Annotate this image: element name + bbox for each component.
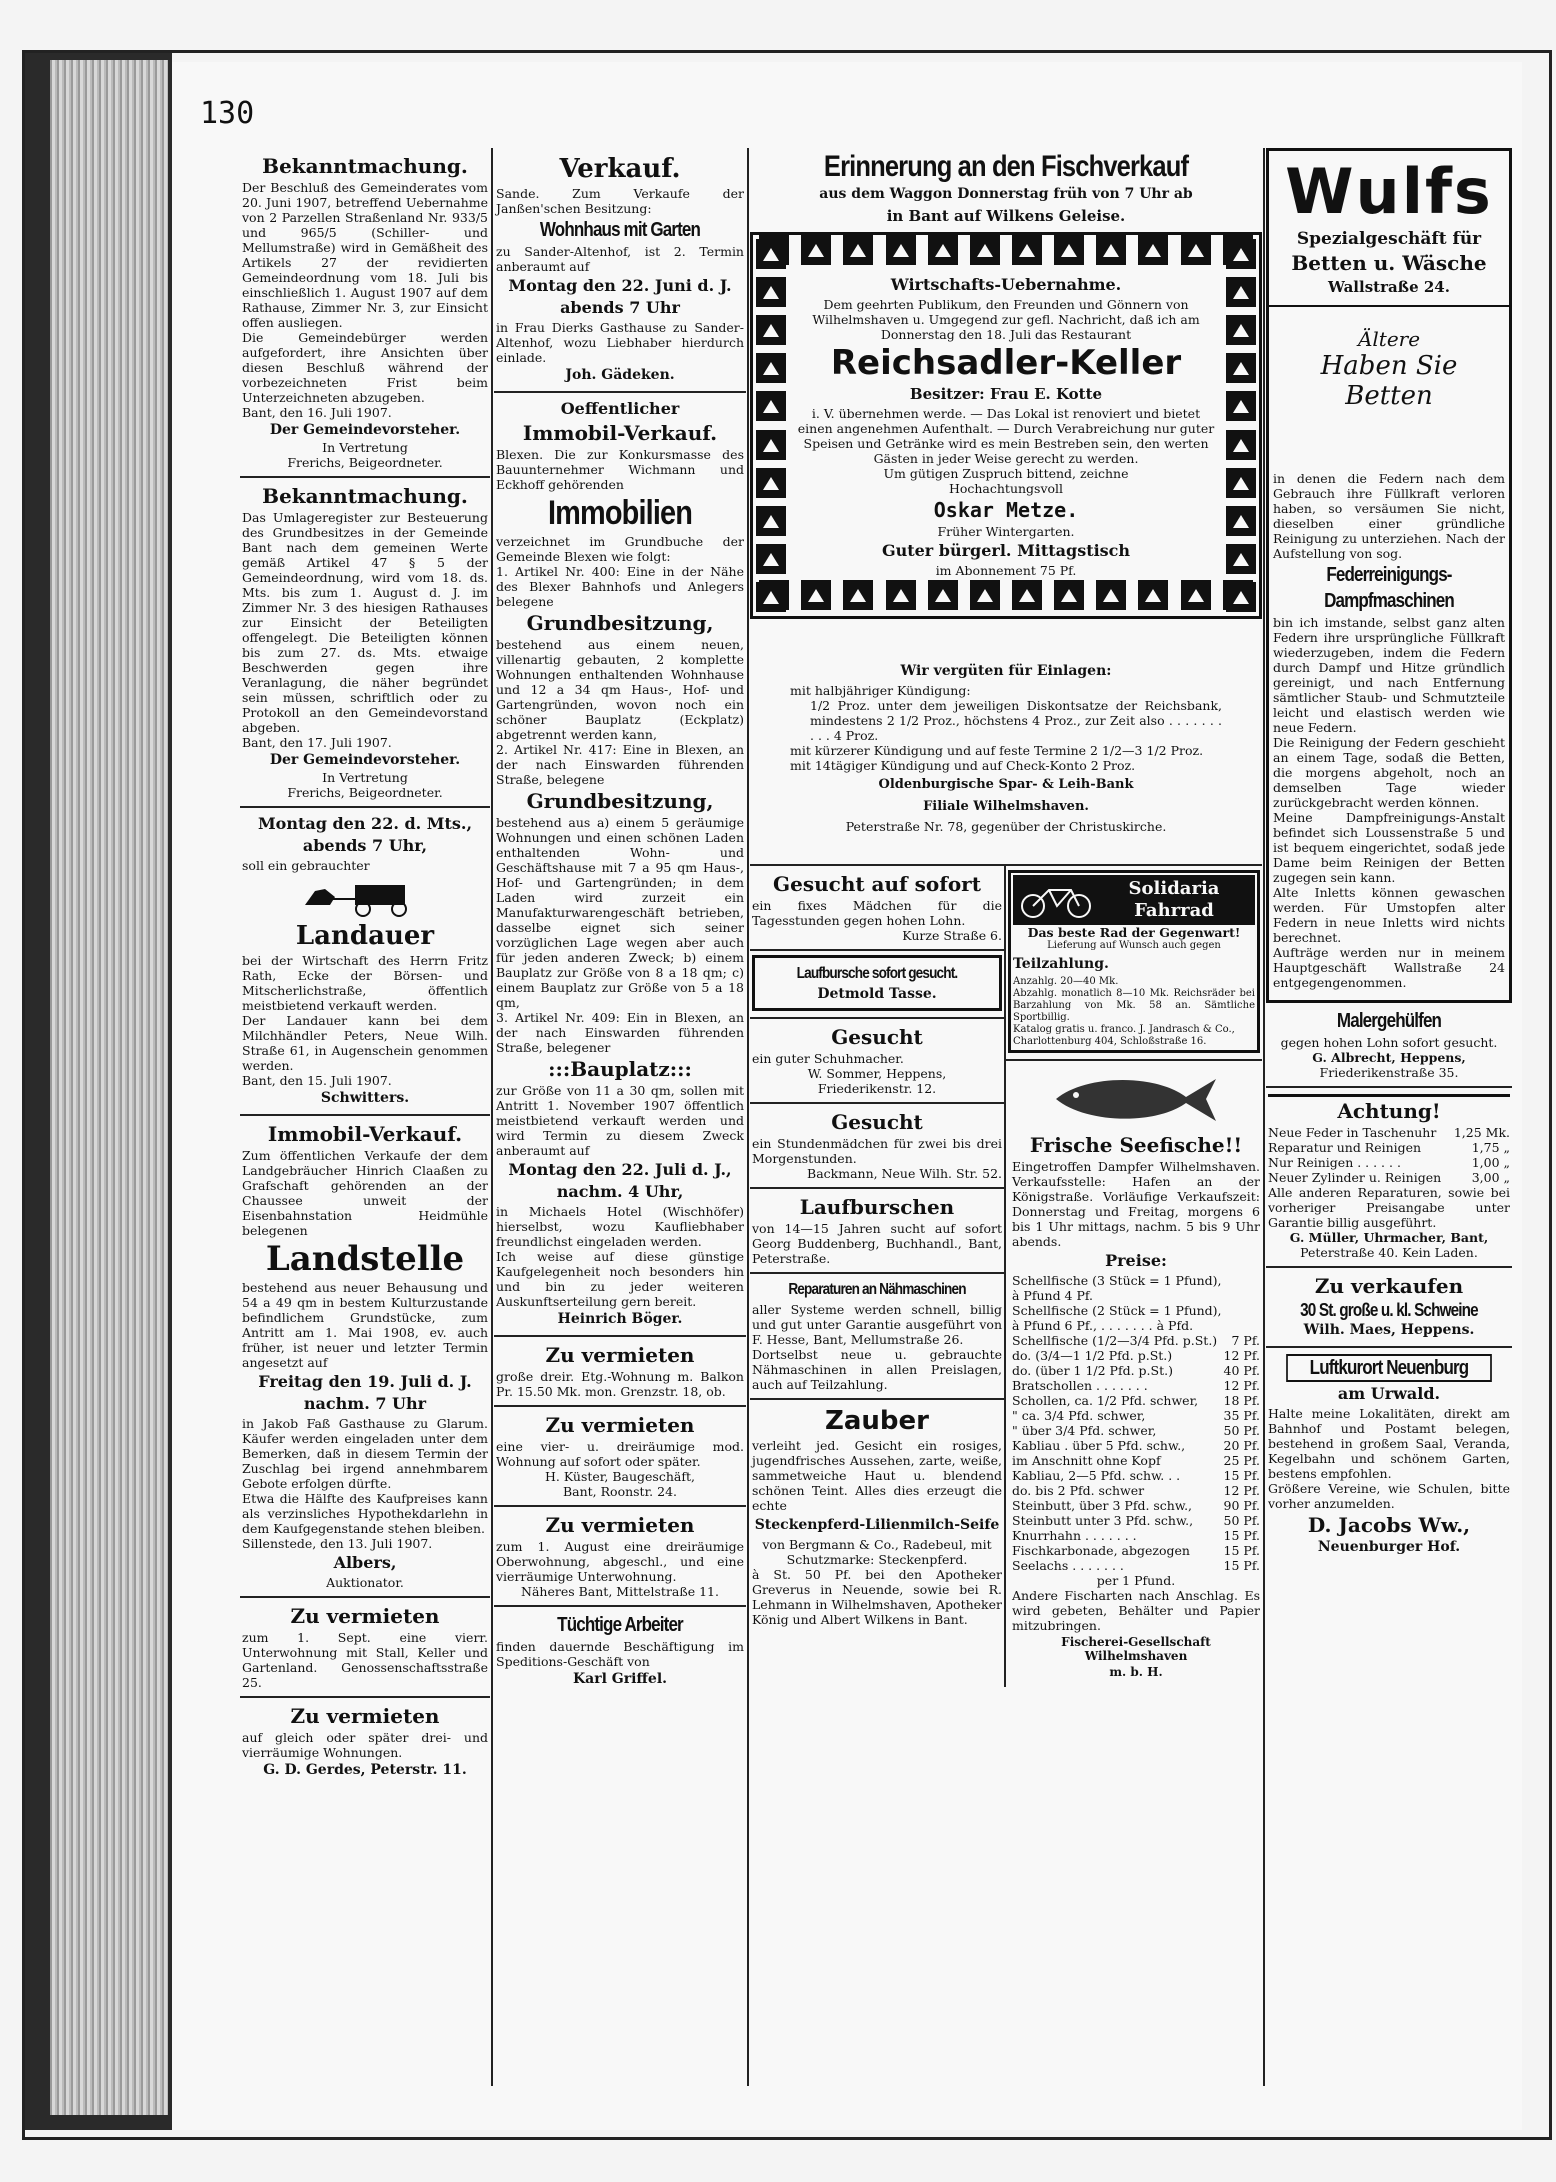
ad-time: abends 7 Uhr (560, 298, 680, 317)
ad-title: Zu vermieten (545, 1343, 695, 1367)
workers-wanted-ad (494, 1607, 746, 1695)
ad-tagline: Das beste Rad der Gegenwart! (1027, 925, 1241, 940)
wanted-ad (750, 1019, 1004, 1104)
fish-illustration (1046, 1069, 1226, 1129)
wanted-ad (750, 1189, 1004, 1274)
column-rule (1263, 148, 1265, 2086)
price-value: 15 Pf. (1223, 1543, 1260, 1558)
ad-body: finden dauernde Beschäftigung im Speditions-Geschäft von (496, 1639, 744, 1669)
price-item: Bratschollen . . . . . . . (1012, 1378, 1148, 1393)
price-row (1268, 1170, 1510, 1185)
border-ornament-top (753, 235, 1259, 271)
price-item: Neue Feder in Taschenuhr (1268, 1125, 1437, 1140)
ad-body: Charlottenburg 404, Schloßstraße 16. (1013, 1036, 1207, 1047)
price-item: Nur Reinigen . . . . . . (1268, 1155, 1401, 1170)
ad-subheading: Guter bürgerl. Mittagstisch (881, 541, 1131, 560)
ad-title: Immobil-Verkauf. (522, 421, 718, 445)
price-item: do. (über 1 1/2 Pfd. p.St.) (1012, 1363, 1173, 1378)
price-row (1012, 1348, 1260, 1363)
lower-left-column (750, 866, 1006, 1687)
price-item: Neuer Zylinder u. Reinigen (1268, 1170, 1442, 1185)
price-value: 7 Pf. (1231, 1333, 1260, 1348)
seafood-ad (1006, 1061, 1262, 1687)
ad-date: Sillenstede, den 13. Juli 1907. (242, 1536, 433, 1551)
rental-ad (494, 1407, 746, 1507)
announcement-1 (240, 148, 490, 478)
ad-headline: 30 St. große u. kl. Schweine (1300, 1300, 1478, 1320)
ad-signature: G. D. Gerdes, Peterstr. 11. (263, 1762, 467, 1778)
ad-date-heading: Montag den 22. d. Mts., (257, 814, 473, 833)
ad-body: Andere Fischarten nach Anschlag. Es wird gebeten, Behälter und Papier mitzubringen. (1012, 1588, 1260, 1633)
ad-body: Ich weise auf diese günstige Kaufgelegenheit noch besonders hin und bin zu jeder weiteren Auskunftserteilung gern bereit. (496, 1249, 744, 1309)
ad-date: Bant, den 17. Juli 1907. (242, 735, 392, 750)
ad-signature-line: Filiale Wilhelmshaven. (923, 799, 1089, 814)
ad-body: Teilzahlung. (1013, 956, 1109, 972)
ad-signature: Der Gemeindevorsteher. (269, 422, 461, 438)
lower-right-column (1006, 866, 1262, 1687)
price-row (1012, 1318, 1260, 1333)
painter-wanted-ad (1266, 1003, 1512, 1088)
ad-subheading: Grundbesitzung, (526, 789, 714, 813)
price-row (1012, 1333, 1260, 1348)
ad-title: Bekanntmachung. (262, 484, 468, 508)
ad-body: Alle anderen Reparaturen, sowie bei vorheriger Preisangabe unter Garantie billig ausgeführt. (1268, 1185, 1510, 1230)
price-item: Steinbutt, über 3 Pfd. schw., (1012, 1498, 1193, 1513)
price-item: Schollen, ca. 1/2 Pfd. schwer, (1012, 1393, 1199, 1408)
ad-title: Immobil-Verkauf. (267, 1122, 463, 1146)
ad-signature: Schwitters. (320, 1090, 410, 1106)
ad-signature-line: Friederikenstr. 12. (817, 1081, 937, 1096)
ad-date: Bant, den 15. Juli 1907. (242, 1073, 392, 1088)
ad-body: auf gleich oder später drei- und vierräumige Wohnungen. (242, 1730, 488, 1760)
ad-title: Luftkurort Neuenburg (1286, 1354, 1492, 1382)
announcement-2 (240, 478, 490, 808)
ad-body: à St. 50 Pf. bei den Apotheker Greverus in Neuende, sowie bei R. Lehmann in Wilhelmshaven, Apotheker König und Albert Wilkens in Bant. (752, 1567, 1002, 1627)
ad-body: Etwa die Hälfte des Kaufpreises kann als verzinsliches Hypothekdarlehn in dem Kaufgegenstande stehen bleiben. (242, 1491, 488, 1536)
price-row (1012, 1483, 1260, 1498)
soap-ad (750, 1400, 1004, 1633)
price-row (1012, 1513, 1260, 1528)
ad-title: Zu vermieten (545, 1513, 695, 1537)
price-value: 15 Pf. (1223, 1528, 1260, 1543)
price-value: 50 Pf. (1223, 1513, 1260, 1528)
price-row (1012, 1363, 1260, 1378)
ad-signature-line: In Vertretung (322, 440, 408, 455)
ad-headline: Reichsadler-Keller (830, 343, 1182, 383)
ad-signature: Fischerei-Gesellschaft Wilhelmshaven (1061, 1635, 1211, 1663)
ad-title: Malergehülfen (1336, 1010, 1442, 1032)
price-row (1268, 1140, 1510, 1155)
price-list (1268, 1125, 1510, 1185)
landauer-ad (240, 808, 490, 1116)
price-item: Schellfische (1/2—3/4 Pfd. p.St.) (1012, 1333, 1218, 1348)
column-rule (491, 148, 493, 2086)
ad-body: bin ich imstande, selbst ganz alten Federn ihre ursprüngliche Füllkraft wiederzugeben, indem die Federn durch Dampf und Hitze gründlich gereinigt, und nach Entfernung sämtlicher Staub- und Schmutzteile leicht und elastisch werden wie neue Federn. (1273, 615, 1505, 735)
price-value: 50 Pf. (1223, 1423, 1260, 1438)
ad-body: Dem geehrten Publikum, den Freunden und Gönnern von Wilhelmshaven u. Umgegend zur gefl. Nachricht, daß ich am Donnerstag den 18. Juli das Restaurant (812, 297, 1200, 342)
price-row (1012, 1303, 1260, 1318)
border-ornament-left (753, 235, 789, 616)
price-row (1012, 1498, 1260, 1513)
ad-body: ein Stundenmädchen für zwei bis drei Morgenstunden. (752, 1136, 1002, 1166)
ad-title: Verkauf. (559, 154, 681, 184)
rental-ad (240, 1598, 490, 1698)
price-item: Kabliau . über 5 Pfd. schw., (1012, 1438, 1186, 1453)
price-row (1012, 1438, 1260, 1453)
spacer (1273, 411, 1505, 471)
ad-body: bestehend aus einem neuen, villenartig gebauten, 2 komplette Wohnungen enthaltenden Wohnhause und 12 a 34 qm Haus-, Hof- und Gartengründen, wovon noch ein schöner Bauplatz (Eckplatz) abgetrennt werden kann, (496, 637, 744, 742)
ad-title: Oeffentlicher (560, 399, 680, 418)
ad-address: Peterstraße Nr. 78, gegenüber der Christuskirche. (845, 819, 1167, 834)
ad-body: ein fixes Mädchen für die Tagesstunden gegen hohen Lohn. (752, 898, 1002, 928)
wulfs-ad (1266, 148, 1512, 1003)
ad-signature: Näheres Bant, Mittelstraße 11. (521, 1584, 719, 1599)
ad-body: Eingetroffen Dampfer Wilhelmshaven. Verkaufsstelle: Hafen an der Königstraße. Vorläufige Verkaufszeit: Donnerstag und Freitag, morgens 6 bis 1 Uhr mittags, nachm. 5 bis 9 Uhr abends. (1012, 1159, 1260, 1249)
ad-body: Das Umlageregister zur Besteuerung des Grundbesitzes in der Gemeinde Bant nach dem gemeinen Werte gemäß Artikel 47 § 5 der Gemeindeordnung, wird vom 18. ds. Mts. bis zum 1. August d. J. im Zimmer Nr. 3 des hiesigen Rathauses zur Einsicht der Beteiligten offengelegt. Die Beteiligten können bis zum 27. ds. Mts. etwaige Beschwerden gegen ihre Veranlagung, die näher begründet sein müssen, schriftlich oder zu Protokoll an den Gemeindevorstand abgeben. (242, 510, 488, 735)
ad-time: abends 7 Uhr, (302, 836, 428, 855)
column-2 (494, 148, 746, 2086)
ad-body: Aufträge werden nur in meinem Hauptgeschäft Wallstraße 24 entgegengenommen. (1273, 945, 1505, 990)
price-row (1012, 1378, 1260, 1393)
ad-body: mit halbjähriger Kündigung: (790, 683, 971, 698)
ad-body: Halte meine Lokalitäten, direkt am Bahnhof und Postamt belegen, bestehend in großem Saal, Veranda, Kegelbahn und schönem Garten, bestens empfohlen. (1268, 1406, 1510, 1481)
ad-body: verzeichnet im Grundbuche der Gemeinde Blexen wie folgt: (496, 534, 744, 564)
ad-body: Der Beschluß des Gemeinderates vom 20. Juni 1907, betreffend Uebernahme von 2 Parzellen Straßenland Nr. 933/5 und 965/5 (Schiller- und Mellumstraße) wird in Gemäßheit des Artikels 27 der revidierten Gemeindeordnung vom 18. Juli bis einschließlich 1. August 1907 auf dem Rathause, Zimmer Nr. 3, zur Einsicht offen ausliegen. (242, 180, 488, 330)
carriage-illustration (295, 877, 435, 917)
ad-body: Größere Vereine, wie Schulen, bitte vorher anzumelden. (1268, 1481, 1510, 1511)
price-list (1012, 1273, 1260, 1573)
ad-signature-line: Frerichs, Beigeordneter. (287, 455, 443, 470)
ad-body: von Bergmann & Co., Radebeul, mit Schutzmarke: Steckenpferd. (762, 1537, 992, 1567)
price-row (1268, 1155, 1510, 1170)
ad-signature: G. Müller, Uhrmacher, Bant, (1289, 1230, 1489, 1245)
price-value: 25 Pf. (1223, 1453, 1260, 1468)
price-value: 90 Pf. (1223, 1498, 1260, 1513)
price-value: 3,00 „ (1471, 1170, 1510, 1185)
price-value: 40 Pf. (1223, 1363, 1260, 1378)
ad-body: Abzahlg. monatlich 8—10 Mk. Reichsräder bei Barzahlung von Mk. 58 an. Sämtliche Sportbillig. (1013, 988, 1255, 1023)
ad-signature-line: Bant, Roonstr. 24. (562, 1484, 678, 1499)
price-item: Knurrhahn . . . . . . . (1012, 1528, 1137, 1543)
ad-body: 2. Artikel Nr. 417: Eine in Blexen, an der nach Einswarden führenden Straße, belegene (496, 742, 744, 787)
ad-body: in denen die Federn nach dem Gebrauch ihre Füllkraft verloren haben, so versäumen Sie nicht, dieselben einer gründliche Reinigung zu unterziehen. Nach der Aufstellung von sog. (1273, 471, 1505, 561)
ad-subheading: :::Bauplatz::: (548, 1057, 692, 1081)
price-item: do. bis 2 Pfd. schwer (1012, 1483, 1145, 1498)
ad-body: mit 14tägiger Kündigung und auf Check-Konto 2 Proz. (790, 758, 1136, 773)
price-row (1268, 1125, 1510, 1140)
ad-signature: W. Sommer, Heppens, (807, 1066, 947, 1081)
ad-body: aller Systeme werden schnell, billig und gut unter Garantie ausgeführt von F. Hesse, Bant, Mellumstraße 26. (752, 1302, 1002, 1347)
price-value: 35 Pf. (1223, 1408, 1260, 1423)
ad-subheading: aus dem Waggon Donnerstag früh von 7 Uhr ab (819, 186, 1193, 202)
ad-owner: Besitzer: Frau E. Kotte (909, 385, 1103, 403)
page-number: 130 (200, 96, 255, 131)
ad-subheading: in Bant auf Wilkens Geleise. (886, 207, 1126, 225)
ad-title: Fahrrad (1134, 900, 1214, 921)
ad-body: gegen hohen Lohn sofort gesucht. (1280, 1035, 1498, 1050)
feather-cleaning-ad (1269, 305, 1509, 994)
ad-title: Solidaria (1128, 878, 1220, 899)
price-item: do. (3/4—1 1/2 Pfd. p.St.) (1012, 1348, 1173, 1363)
rental-ad (240, 1698, 490, 1786)
ad-body: bestehend aus neuer Behausung und 54 a 49 qm in bestem Kulturzustande befindlichem Grundstücke, zum Antritt am 1. Mai 1908, ev. auch früher, ist neuer und letzter Termin angesetzt auf (242, 1280, 488, 1370)
ad-title: Bekanntmachung. (262, 154, 468, 178)
ad-body: Die Gemeindebürger werden aufgefordert, ihre Ansichten über diesen Beschluß während der vorbezeichneten Frist beim Unterzeichneten abzugeben. (242, 330, 488, 405)
ad-body: im Abonnement 75 Pf. (935, 563, 1077, 578)
boxed-ad (752, 955, 1002, 1011)
ad-signature-line: Neuenburger Hof. (1317, 1539, 1461, 1555)
column-1 (240, 148, 490, 2086)
price-row (1012, 1453, 1260, 1468)
ad-title: Wir vergüten für Einlagen: (900, 663, 1112, 679)
price-row (1012, 1408, 1260, 1423)
ad-body: mit kürzerer Kündigung und auf feste Termine 2 1/2—3 1/2 Proz. (790, 743, 1204, 758)
verkauf-ad (494, 148, 746, 393)
ad-title: Zu verkaufen (1314, 1274, 1464, 1298)
fish-sale-reminder (750, 148, 1262, 232)
ad-signature: Wilh. Maes, Heppens. (1303, 1322, 1475, 1338)
ad-headline: Immobilien (547, 494, 693, 532)
ad-signature-line: In Vertretung (322, 770, 408, 785)
ad-title: Laufburschen (799, 1195, 955, 1219)
rental-ad (494, 1507, 746, 1607)
ad-body: Zum öffentlichen Verkaufe der dem Landgebräucher Hinrich Claaßen zu Grafschaft gehörenden an der Chaussee unweit der Eisenbahnstation Heidmühle belegenen (242, 1148, 488, 1238)
price-row (1012, 1558, 1260, 1573)
ad-headline: Federreinigungs- (1326, 564, 1452, 586)
ad-signature-line: Peterstraße 40. Kein Laden. (1300, 1245, 1478, 1260)
price-item: Fischkarbonade, abgezogen (1012, 1543, 1190, 1558)
ad-headline: Wohnhaus mit Garten (539, 219, 701, 241)
ad-body: 1. Artikel Nr. 400: Eine in der Nähe des Blexer Bahnhofs und Anlegers belegene (496, 564, 744, 609)
ad-signature: G. Albrecht, Heppens, (1312, 1050, 1466, 1065)
ad-signature: Backmann, Neue Wilh. Str. 52. (807, 1166, 1002, 1181)
price-item: Seelachs . . . . . . . (1012, 1558, 1124, 1573)
ad-body: Katalog gratis u. franco. J. Jandrasch & Co., (1013, 1024, 1235, 1035)
price-row (1012, 1273, 1260, 1288)
ad-date-heading: Freitag den 19. Juli d. J. (258, 1372, 472, 1391)
ad-body: per 1 Pfund. (1096, 1573, 1176, 1588)
ad-body: bestehend aus a) einem 5 geräumige Wohnungen und einen schönen Laden enthaltenden Wohn- und Geschäftshause mit 7 a 95 qm Haus-, Hof- und Gartengründen; in dem Laden wird zurzeit ein Manufakturwarengeschäft betrieben, dasselbe eignet sich seiner vorzüglichen Lage wegen aber auch für jeden anderen Zweck; b) einem Bauplatz zur Größe von 8 a 18 qm; c) einem Bauplatz zur Größe von 5 a 18 qm, (496, 815, 744, 1010)
errand-boy-ad (750, 951, 1004, 1019)
ad-body: bei der Wirtschaft des Herrn Fritz Rath, Ecke der Börsen- und Mitscherlichstraße, öffentlich meistbietend verkauft werden. (242, 953, 488, 1013)
ad-banner (1013, 875, 1255, 925)
ad-time: nachm. 7 Uhr (303, 1394, 427, 1413)
ad-subheading: Grundbesitzung, (526, 611, 714, 635)
price-item: Kabliau, 2—5 Pfd. schw. . . (1012, 1468, 1181, 1483)
ad-signature: Heinrich Böger. (557, 1311, 683, 1327)
price-row (1012, 1393, 1260, 1408)
column-rule (747, 148, 749, 2086)
price-item: Schellfische (3 Stück = 1 Pfund), (1012, 1273, 1222, 1288)
ad-subheading: am Urwald. (1337, 1384, 1441, 1403)
ad-title: Zu vermieten (545, 1413, 695, 1437)
ad-title: Tüchtige Arbeiter (557, 1614, 683, 1636)
ad-title: Gesucht auf sofort (773, 872, 981, 896)
ad-body: Blexen. Die zur Konkursmasse des Bauunternehmer Wichmann und Eckhoff gehörenden (496, 447, 744, 492)
handwritten-heading: Ältere (1357, 327, 1421, 351)
ad-body: zur Größe von 11 a 30 qm, sollen mit Antritt 1. November 1907 öffentlich meistbietend verkauft werden und wird Termin zu diesem Zweck anberaumt auf (496, 1083, 744, 1158)
ad-title: Frische Seefische!! (1029, 1133, 1243, 1157)
price-item: " über 3/4 Pfd. schwer, (1012, 1423, 1157, 1438)
lower-ad-grid (750, 866, 1262, 1687)
ad-title: Erinnerung an den Fischverkauf (823, 150, 1189, 183)
price-value: 1,00 „ (1471, 1155, 1510, 1170)
price-value: 12 Pf. (1223, 1348, 1260, 1363)
ad-body: zum 1. Sept. eine vierr. Unterwohnung mit Stall, Keller und Gartenland. Genossenschaftsstraße 25. (242, 1630, 488, 1690)
border-ornament-right (1223, 235, 1259, 616)
ad-signature-line: Früher Wintergarten. (937, 524, 1075, 539)
price-item: à Pfund 4 Pf. (1012, 1288, 1094, 1303)
reichsadler-keller-ad (750, 232, 1262, 619)
ad-signature: Detmold Tasse. (817, 986, 937, 1002)
ad-subheading: Spezialgeschäft für (1296, 229, 1482, 249)
ad-body: zu Sander-Altenhof, ist 2. Termin anberaumt auf (496, 244, 744, 274)
price-value: 15 Pf. (1223, 1558, 1260, 1573)
ad-signature: Kurze Straße 6. (902, 928, 1002, 943)
ad-body: in Jakob Faß Gasthause zu Glarum. Käufer werden eingeladen unter dem Bemerken, daß in diesem Termin der Zuschlag bei irgend annehmbarem Gebote erfolgen dürfte. (242, 1416, 488, 1491)
ad-signature: Karl Griffel. (572, 1671, 668, 1687)
sewing-machine-ad (750, 1274, 1004, 1400)
immobil-verkauf-ad (240, 1116, 490, 1598)
price-row (1012, 1468, 1260, 1483)
ad-date-heading: Montag den 22. Juni d. J. (508, 276, 732, 295)
ad-body: große dreir. Etg.-Wohnung m. Balkon Pr. 15.50 Mk. mon. Grenzstr. 18, ob. (496, 1369, 744, 1399)
ad-headline: Dampfmaschinen (1324, 590, 1454, 612)
ad-title: Zauber (825, 1406, 929, 1436)
boxed-ad (1008, 870, 1260, 1053)
ad-body: Anzahlg. 20—40 Mk. (1013, 976, 1119, 987)
ad-title: Gesucht (831, 1025, 923, 1049)
ad-title: Landauer (295, 921, 435, 951)
ad-signature: Joh. Gädeken. (565, 367, 675, 383)
ad-date: Bant, den 16. Juli 1907. (242, 405, 392, 420)
ad-body: Lieferung auf Wunsch auch gegen (1047, 940, 1221, 951)
ad-title: Wulfs (1285, 155, 1493, 228)
ad-signature: Albers, (333, 1553, 397, 1572)
price-value: 12 Pf. (1223, 1378, 1260, 1393)
ad-body: ein guter Schuhmacher. (752, 1051, 904, 1066)
ad-body: verleiht jed. Gesicht ein rosiges, jugendfrisches Aussehen, zarte, weiße, sammetweiche Haut u. blendend schönen Teint. Alles dies erzeugt die echte (752, 1438, 1002, 1513)
column-3 (750, 148, 1262, 2086)
ad-body: eine vier- u. dreiräumige mod. Wohnung auf sofort oder später. (496, 1439, 744, 1469)
ad-body: Der Landauer kann bei dem Milchhändler Peters, Neue Wilh. Straße 61, in Augenschein genommen werden. (242, 1013, 488, 1073)
ad-body: Die Reinigung der Federn geschieht an einem Tage, sodaß die Betten, die morgens abgeholt, noch an demselben Tage wieder zurückgebracht werden können. (1273, 735, 1505, 810)
price-item: à Pfund 6 Pf., . . . . . . . à Pfd. (1012, 1318, 1194, 1333)
price-item: " ca. 3/4 Pfd. schwer, (1012, 1408, 1146, 1423)
ad-body: soll ein gebrauchter (242, 858, 370, 873)
ad-body: 1/2 Proz. unter dem jeweiligen Diskontsatze der Reichsbank, mindestens 2 1/2 Proz., höchstens 4 Proz., zur Zeit also . . . . . . . . . . 4 Proz. (810, 698, 1222, 743)
ad-body: 3. Artikel Nr. 409: Ein in Blexen, an der nach Einswarden führenden Straße, belegener (496, 1010, 744, 1055)
wanted-ad (750, 1104, 1004, 1189)
ad-body: Alte Inletts können gewaschen werden. Für Umstopfen alter Federn in neue Inletts wird nichts berechnet. (1273, 885, 1505, 945)
ad-body: i. V. übernehmen werde. — Das Lokal ist renoviert und bietet einen angenehmen Aufenthalt. — Durch Verabreichung nur guter Speisen und Getränke wird es mein Bestreben sein, den werten Gästen in jeder Weise gerecht zu werden. (797, 406, 1215, 466)
ad-body: in Frau Dierks Gasthause zu Sander-Altenhof, wozu Liebhaber hierdurch einlade. (496, 320, 744, 365)
ad-signature: H. Küster, Baugeschäft, (545, 1469, 695, 1484)
ad-title: Wirtschafts-Uebernahme. (890, 275, 1122, 294)
price-item: Steinbutt unter 3 Pfd. schw., (1012, 1513, 1194, 1528)
handwritten-heading: Haben Sie Betten (1320, 351, 1458, 411)
price-value: 15 Pf. (1223, 1468, 1260, 1483)
ad-subheading: Betten u. Wäsche (1291, 251, 1487, 275)
price-value: 20 Pf. (1223, 1438, 1260, 1453)
ad-signature-line: Auktionator. (326, 1575, 404, 1590)
price-row (1012, 1528, 1260, 1543)
ad-address: Wallstraße 24. (1328, 278, 1450, 296)
ad-title: Achtung! (1268, 1094, 1510, 1123)
price-value: 1,75 „ (1471, 1140, 1510, 1155)
column-4 (1266, 148, 1512, 2086)
ad-date-heading: Montag den 22. Juli d. J., (508, 1160, 732, 1179)
pigs-for-sale-ad (1266, 1268, 1512, 1348)
price-item: Reparatur und Reinigen (1268, 1140, 1422, 1155)
bicycle-ad (1006, 866, 1262, 1061)
neuenburg-resort-ad (1266, 1348, 1512, 1563)
price-row (1012, 1288, 1260, 1303)
rental-ad (494, 1337, 746, 1407)
ad-title: Zu vermieten (290, 1704, 440, 1728)
ad-title: Zu vermieten (290, 1604, 440, 1628)
ad-signature: Oldenburgische Spar- & Leih-Bank (878, 777, 1134, 792)
ad-title: Laufbursche sofort gesucht. (796, 965, 958, 982)
price-value: 18 Pf. (1223, 1393, 1260, 1408)
price-item: im Anschnitt ohne Kopf (1012, 1453, 1161, 1468)
ad-signature: Oskar Metze. (933, 498, 1079, 522)
watchmaker-ad (1266, 1088, 1512, 1268)
bank-ad (750, 619, 1262, 866)
ad-signature-line: Friederikenstraße 35. (1319, 1065, 1459, 1080)
ad-body: in Michaels Hotel (Wischhöfer) hierselbst, wozu Kaufliebhaber freundlichst eingeladen werden. (496, 1204, 744, 1249)
ad-signature: Der Gemeindevorsteher. (269, 752, 461, 768)
immobilien-ad (494, 393, 746, 1337)
price-value: 12 Pf. (1223, 1483, 1260, 1498)
ad-signature-line: m. b. H. (1109, 1665, 1163, 1679)
ad-body: von 14—15 Jahren sucht auf sofort Georg Buddenberg, Buchhandl., Bant, Peterstraße. (752, 1221, 1002, 1266)
price-row (1012, 1423, 1260, 1438)
ad-body: Um gütigen Zuspruch bittend, zeichne (883, 466, 1129, 481)
ad-title: Reparaturen an Nähmaschinen (788, 1281, 966, 1298)
ad-headline: Steckenpferd-Lilienmilch-Seife (754, 1517, 1000, 1533)
ad-body: Meine Dampfreinigungs-Anstalt befindet sich Loussenstraße 5 und ist bequem eingerichtet, sodaß jede Dame beim Reinigen der Betten zugegen sein kann. (1273, 810, 1505, 885)
ad-headline: Landstelle (265, 1239, 465, 1279)
ad-body: Hochachtungsvoll (948, 481, 1064, 496)
ad-body: Sande. Zum Verkaufe der Janßen'schen Besitzung: (496, 186, 744, 216)
price-list-heading: Preise: (1105, 1251, 1167, 1270)
price-item: Schellfische (2 Stück = 1 Pfund), (1012, 1303, 1222, 1318)
wanted-ad (750, 866, 1004, 951)
ad-body: zum 1. August eine dreiräumige Oberwohnung, abgeschl., und eine vierräumige Unterwohnung. (496, 1539, 744, 1584)
ad-signature: D. Jacobs Ww., (1307, 1513, 1471, 1537)
ad-body: Dortselbst neue u. gebrauchte Nähmaschinen in allen Preislagen, auch auf Teilzahlung. (752, 1347, 1002, 1392)
ad-signature-line: Frerichs, Beigeordneter. (287, 785, 443, 800)
bicycle-icon (1017, 880, 1097, 920)
ad-time: nachm. 4 Uhr, (556, 1182, 684, 1201)
price-value: 1,25 Mk. (1453, 1125, 1510, 1140)
border-ornament-bottom (753, 580, 1259, 616)
ad-title: Gesucht (831, 1110, 923, 1134)
price-row (1012, 1543, 1260, 1558)
